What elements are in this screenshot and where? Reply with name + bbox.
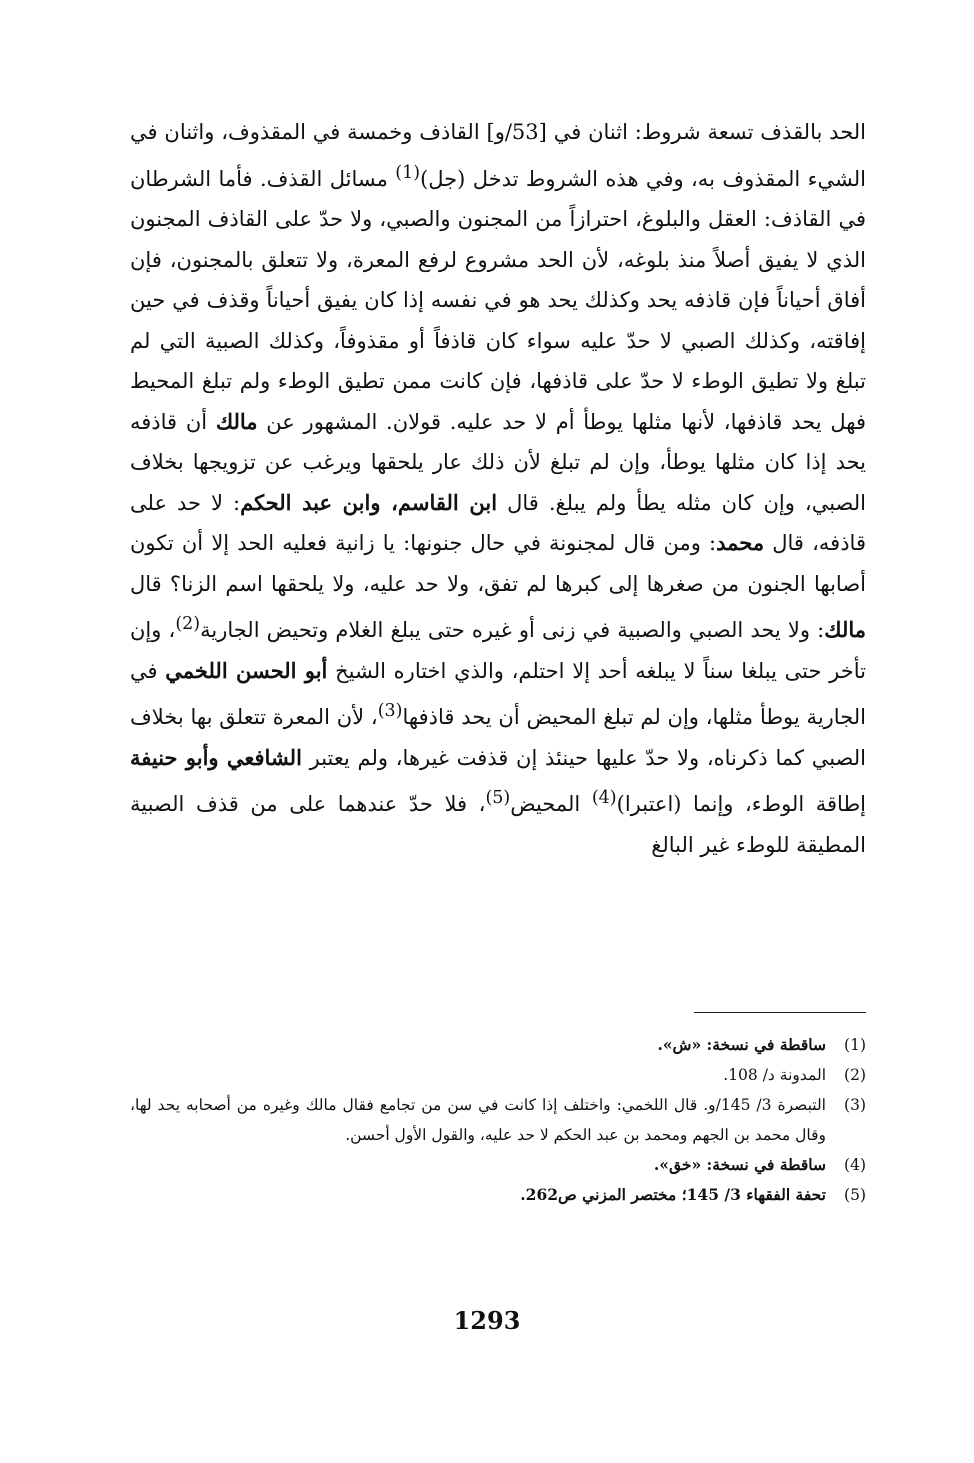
footnote-number: (4) xyxy=(844,1156,866,1174)
footnote-ref[interactable]: (1) xyxy=(395,162,421,183)
name-shafii-abuhanifa: الشافعي وأبو حنيفة xyxy=(130,744,302,770)
name-muhammad: محمد xyxy=(716,530,765,555)
text-run: : ولا يحد الصبي والصبية في زنى أو غيره حتى يبلغ الغلام وتحيض الجارية xyxy=(200,618,825,642)
name-ibn-alqasim: ابن القاسم، وابن عبد الحكم xyxy=(240,489,498,515)
text-run: : لا حد على قاذفه، قال xyxy=(130,490,866,555)
footnote-divider xyxy=(694,1012,866,1013)
text-run: المحيض xyxy=(510,792,592,816)
footnote-number: (3) xyxy=(844,1096,866,1114)
footnote-text: التبصرة 3/ 145/و. قال اللخمي: واختلف إذا كانت في سن من تجامع فقال مالك وغيره من أصحابه يحد لها، وقال محمد بن الجهم ومحمد بن عبد الحكم لا حد عليه، والقول الأول أحسن. xyxy=(130,1096,826,1144)
footnote-1 xyxy=(130,1030,866,1060)
footnote-ref[interactable]: (2) xyxy=(175,614,201,634)
footnote-text: المدونة د/ 108. xyxy=(723,1066,826,1084)
text-run: أن قاذفه يحد إذا كان مثلها يوطأ، وإن لم تبلغ لأن ذلك عار يلحقها ويرغب عن تزويجها بخلاف الصبي، وإن كان مثله يطأ ولم يبلغ. قال xyxy=(130,409,866,515)
footnote-ref[interactable]: (3) xyxy=(377,701,403,721)
name-allakhmi: أبو الحسن اللخمي xyxy=(165,657,328,683)
body-paragraph xyxy=(130,112,866,865)
name-malik: مالك xyxy=(824,617,866,642)
text-run: ، وإن تأخر حتى يبلغا سناً لا يبلغه أحد إلا احتلم، والذي اختاره الشيخ xyxy=(130,618,866,683)
footnote-ref[interactable]: (4) xyxy=(591,788,617,808)
text-run: ، لأن المعرة تتعلق بها بخلاف الصبي كما ذكرناه، ولا حدّ عليها حينئذ إن قذفت غيرها، ولم يعتبر xyxy=(130,705,866,770)
footnotes xyxy=(130,1030,866,1210)
footnote-text: ساقطة في نسخة: «ش». xyxy=(657,1035,826,1054)
text-run: في الجارية يوطأ مثلها، وإن لم تبلغ المحيض أن يحد قاذفها xyxy=(130,658,866,729)
footnote-5 xyxy=(130,1180,866,1210)
footnote-text: تحفة الفقهاء 3/ 145؛ مختصر المزني ص262. xyxy=(520,1185,826,1204)
text-run: : ومن قال لمجنونة في حال جنونها: يا زانية فعليه الحد إلا أن تكون أصابها الجنون من صغرها إلى كبرها لم تفق، ولا حد عليه، ولا يلحقها اسم الزنا؟ قال xyxy=(130,531,866,596)
footnote-3 xyxy=(130,1090,866,1150)
text-run: مسائل القذف. فأما الشرطان في القاذف: العقل والبلوغ، احترازاً من المجنون والصبي، ولا حدّ على القاذف المجنون الذي لا يفيق أصلاً منذ بلوغه، لأن الحد مشروع لرفع المعرة، ولا تتعلق بالمجنون، فإن أفاق أحياناً فإن قاذفه يحد وكذلك يحد هو في نفسه إذا كان يفيق أحياناً وقذف في حين إفاقته، وكذلك الصبي لا حدّ عليه سواء كان قاذفاً أو مقذوفاً، وكذلك الصبية التي لم تبلغ ولا تطيق الوطء لا حدّ على قاذفها، فإن كانت ممن تطيق الوطء ولم تبلغ المحيط فهل يحد قاذفها، لأنها مثلها يوطأ أم لا حد عليه. قولان. المشهور عن xyxy=(130,166,866,434)
footnote-number: (2) xyxy=(844,1066,866,1084)
footnote-number: (1) xyxy=(844,1036,866,1054)
text-run: ، فلا حدّ عندهما على من قذف الصبية المطيقة للوطء غير البالغ xyxy=(130,792,866,857)
footnote-number: (5) xyxy=(844,1186,866,1204)
text-run: الحد بالقذف تسعة شروط: اثنان في [53/و] القاذف وخمسة في المقذوف، واثنان في الشيء المقذوف به، وفي هذه الشروط تدخل (جل) xyxy=(130,120,866,191)
footnote-text: ساقطة في نسخة: «خق». xyxy=(653,1155,826,1174)
footnote-4 xyxy=(130,1150,866,1180)
name-malik: مالك xyxy=(215,408,258,434)
text-run: إطاقة الوطء، وإنما (اعتبرا) xyxy=(616,792,867,816)
footnote-2 xyxy=(130,1060,866,1090)
page-number: 1293 xyxy=(453,1306,521,1335)
main-text xyxy=(130,112,866,865)
footnote-ref[interactable]: (5) xyxy=(485,788,511,808)
